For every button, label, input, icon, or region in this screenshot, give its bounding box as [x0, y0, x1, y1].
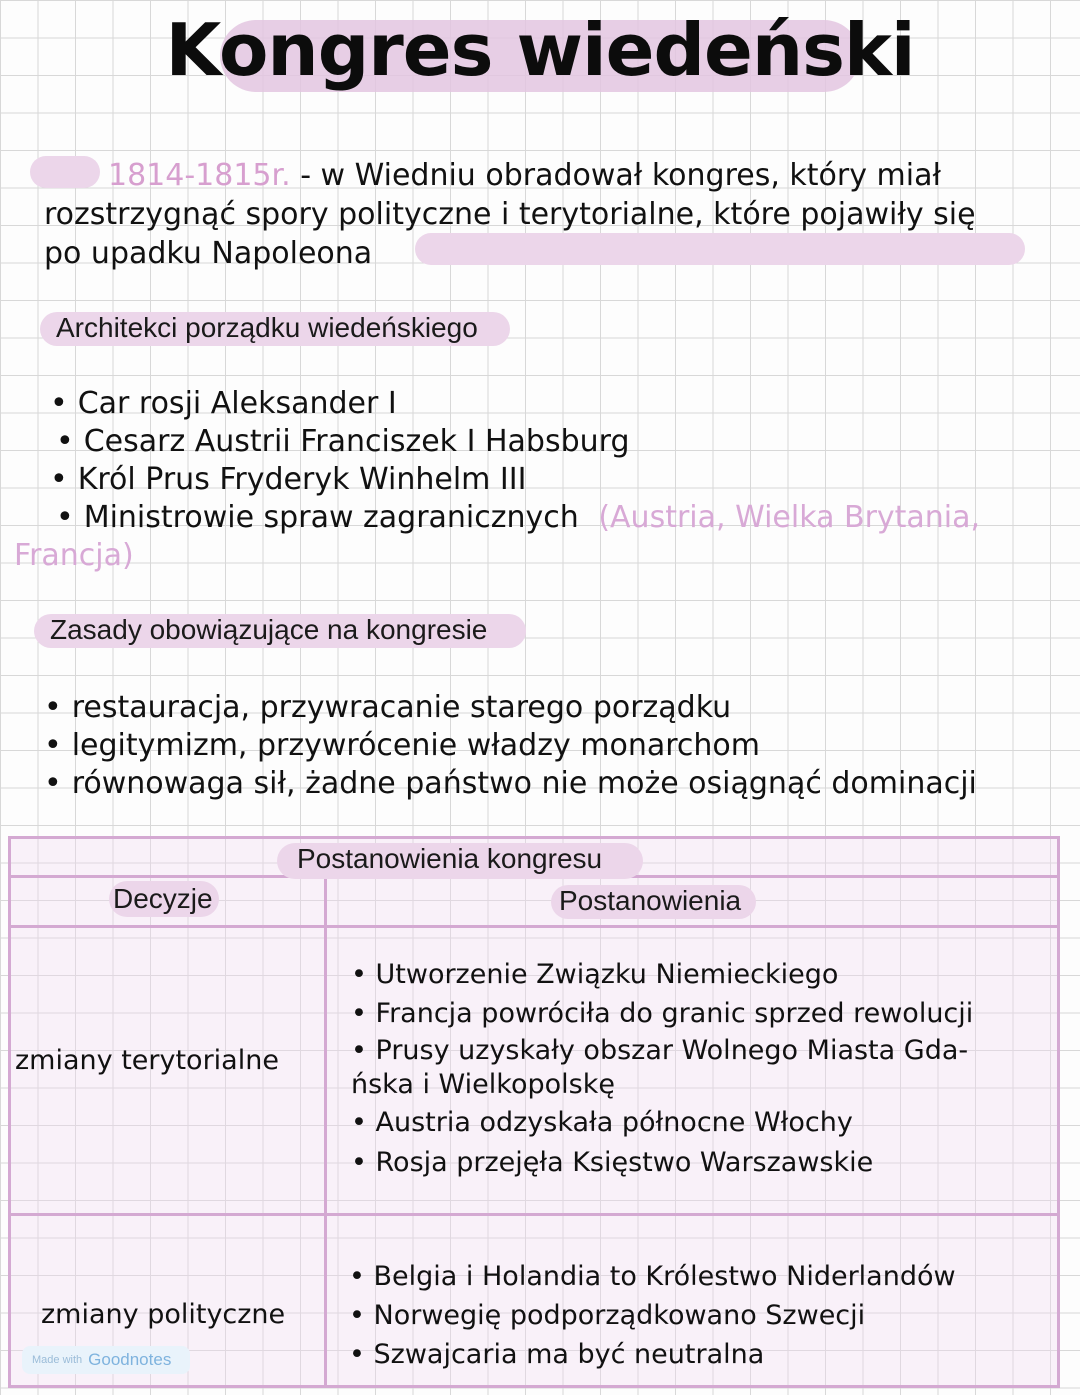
decisions-table	[8, 836, 1060, 1388]
table-row-label: zmiany polityczne	[41, 1299, 286, 1330]
page-title: Kongres wiedeński	[165, 8, 915, 92]
table-cell-line: • Prusy uzyskały obszar Wolnego Miasta Gda-	[351, 1035, 969, 1066]
architects-item: • Król Prus Fryderyk Winhelm III	[50, 462, 526, 497]
badge-made-with: Made with	[32, 1354, 83, 1366]
architects-heading: Architekci porządku wiedeńskiego	[56, 312, 478, 343]
architects-item: • Cesarz Austrii Franciszek I Habsburg	[56, 424, 630, 459]
principles-item: • legitymizm, przywrócenie władzy monarchom	[44, 728, 760, 763]
table-column-divider	[324, 875, 327, 1385]
table-divider	[11, 925, 1057, 928]
goodnotes-badge[interactable]	[22, 1346, 190, 1374]
table-cell-line: • Szwajcaria ma być neutralna	[349, 1339, 765, 1370]
table-header-postanowienia: Postanowienia	[559, 885, 742, 916]
table-cell-line: • Norwegię podporządkowano Szwecji	[349, 1300, 866, 1331]
principles-item: • równowaga sił, żadne państwo nie może osiągnąć dominacji	[44, 766, 977, 801]
intro-line-1-text: - w Wiedniu obradował kongres, który miał	[300, 158, 941, 193]
table-cell-line: ńska i Wielkopolskę	[351, 1069, 615, 1100]
intro-line-2: rozstrzygnąć spory polityczne i terytorialne, które pojawiły się	[44, 197, 976, 232]
table-cell-line: • Utworzenie Związku Niemieckiego	[351, 959, 839, 990]
table-row-label: zmiany terytorialne	[15, 1045, 279, 1076]
line-highlight	[415, 233, 1025, 265]
architects-item-4	[56, 500, 980, 535]
table-header-decyzje: Decyzje	[113, 883, 213, 914]
architects-note: (Austria, Wielka Brytania,	[598, 500, 981, 535]
architects-note-2: Francja)	[14, 538, 134, 573]
principles-heading: Zasady obowiązujące na kongresie	[50, 614, 488, 645]
table-caption: Postanowienia kongresu	[297, 843, 603, 874]
table-divider	[11, 1213, 1057, 1216]
table-cell-line: • Belgia i Holandia to Królestwo Niderlandów	[349, 1261, 956, 1292]
intro-date: 1814-1815r.	[108, 158, 291, 193]
intro-line-1	[108, 158, 941, 193]
principles-item: • restauracja, przywracanie starego porządku	[44, 690, 731, 725]
table-cell-line: • Francja powróciła do granic sprzed rewolucji	[351, 998, 974, 1029]
architects-item: • Car rosji Aleksander I	[50, 386, 397, 421]
title-area	[0, 0, 1080, 110]
badge-brand: Goodnotes	[88, 1350, 172, 1369]
intro-line-3: po upadku Napoleona	[44, 236, 373, 271]
architects-item: • Ministrowie spraw zagranicznych	[56, 500, 579, 535]
date-highlight	[30, 156, 100, 188]
table-cell-line: • Austria odzyskała północne Włochy	[351, 1107, 853, 1138]
table-cell-line: • Rosja przejęła Księstwo Warszawskie	[351, 1147, 874, 1178]
